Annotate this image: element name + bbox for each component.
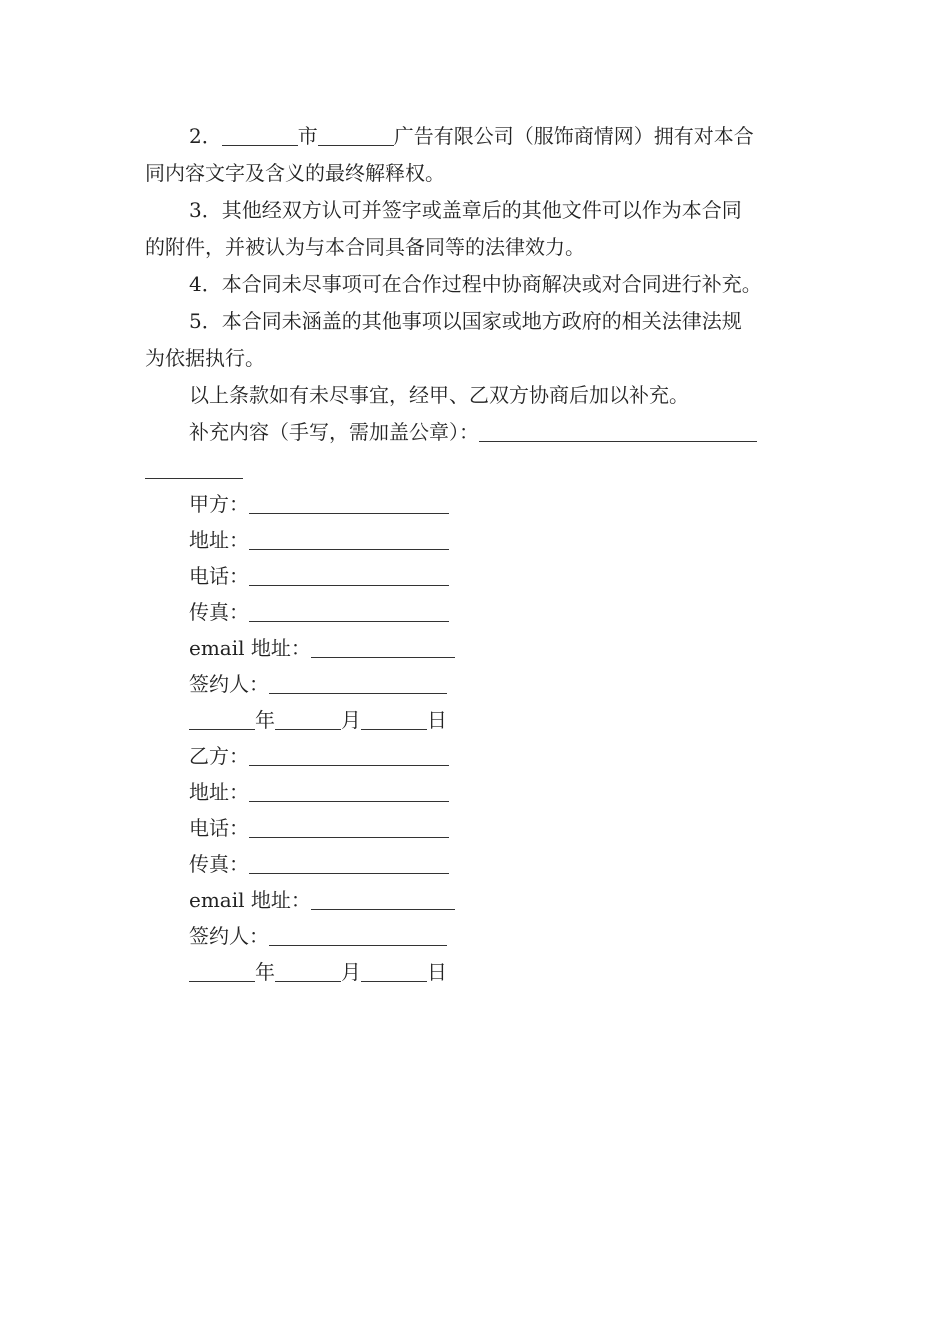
party-b-phone-row — [145, 810, 817, 846]
party-b-signer-label: 签约人： — [189, 924, 269, 948]
party-a-month-label: 月 — [341, 708, 361, 732]
party-a-day-field[interactable] — [361, 707, 427, 730]
supplement-blank-2[interactable] — [145, 456, 243, 479]
party-a-year-label: 年 — [255, 708, 275, 732]
party-b-address-field[interactable] — [249, 779, 449, 802]
party-b-name-field[interactable] — [249, 743, 449, 766]
clause-4: 4．本合同未尽事项可在合作过程中协商解决或对合同进行补充。 — [189, 272, 762, 296]
party-a-signer-field[interactable] — [269, 671, 447, 694]
party-a-phone-label: 电话： — [189, 564, 249, 588]
contract-body — [145, 118, 817, 990]
city-label: 市 — [297, 124, 318, 148]
party-a-signer-row — [145, 666, 817, 702]
party-b-signer-field[interactable] — [269, 923, 447, 946]
party-b-phone-field[interactable] — [249, 815, 449, 838]
party-b-month-label: 月 — [341, 960, 361, 984]
party-a-fax-field[interactable] — [249, 599, 449, 622]
supplement-line-2 — [145, 451, 817, 485]
party-b-year-label: 年 — [255, 960, 275, 984]
party-a-address-row — [145, 522, 817, 558]
party-b-day-label: 日 — [427, 960, 447, 984]
clause-2-line-1 — [145, 118, 817, 155]
clause-2-number: 2． — [189, 124, 222, 148]
party-a-email-row — [145, 630, 817, 666]
party-b-fax-row — [145, 846, 817, 882]
party-b-address-label: 地址： — [189, 780, 249, 804]
party-b-email-field[interactable] — [311, 887, 455, 910]
party-b-month-field[interactable] — [275, 959, 341, 982]
supplement-line — [145, 414, 817, 451]
party-b-name-row — [145, 738, 817, 774]
clause-3-line-2: 的附件，并被认为与本合同具备同等的法律效力。 — [145, 235, 585, 259]
party-a-fax-label: 传真： — [189, 600, 249, 624]
party-b-year-field[interactable] — [189, 959, 255, 982]
city-blank[interactable] — [222, 123, 298, 146]
clause-2-line-2: 同内容文字及含义的最终解释权。 — [145, 161, 445, 185]
supplement-blank-1[interactable] — [479, 419, 757, 442]
party-b-fax-field[interactable] — [249, 851, 449, 874]
party-b-phone-label: 电话： — [189, 816, 249, 840]
party-b-block — [145, 738, 817, 990]
party-a-signer-label: 签约人： — [189, 672, 269, 696]
party-b-day-field[interactable] — [361, 959, 427, 982]
clause-3-line-1: 3．其他经双方认可并签字或盖章后的其他文件可以作为本合同 — [189, 198, 742, 222]
party-a-day-label: 日 — [427, 708, 447, 732]
party-a-address-field[interactable] — [249, 527, 449, 550]
clause-2-text: 广告有限公司（服饰商情网）拥有对本合 — [393, 124, 754, 148]
party-b-email-label: email 地址： — [189, 888, 311, 912]
party-a-name-label: 甲方： — [189, 492, 249, 516]
party-b-email-row — [145, 882, 817, 918]
party-b-fax-label: 传真： — [189, 852, 249, 876]
party-a-block — [145, 486, 817, 738]
party-a-email-field[interactable] — [311, 635, 455, 658]
party-a-name-field[interactable] — [249, 491, 449, 514]
company-name-blank[interactable] — [318, 123, 394, 146]
party-a-date-row — [145, 702, 817, 738]
clause-5-line-2: 为依据执行。 — [145, 346, 265, 370]
party-a-year-field[interactable] — [189, 707, 255, 730]
supplement-note: 以上条款如有未尽事宜，经甲、乙双方协商后加以补充。 — [189, 383, 689, 407]
party-a-phone-field[interactable] — [249, 563, 449, 586]
supplement-label: 补充内容（手写，需加盖公章）： — [189, 420, 479, 444]
party-b-signer-row — [145, 918, 817, 954]
party-b-address-row — [145, 774, 817, 810]
party-a-address-label: 地址： — [189, 528, 249, 552]
party-b-date-row — [145, 954, 817, 990]
party-b-name-label: 乙方： — [189, 744, 249, 768]
clause-5-line-1: 5．本合同未涵盖的其他事项以国家或地方政府的相关法律法规 — [189, 309, 742, 333]
party-a-phone-row — [145, 558, 817, 594]
party-a-email-label: email 地址： — [189, 636, 311, 660]
party-a-fax-row — [145, 594, 817, 630]
party-a-month-field[interactable] — [275, 707, 341, 730]
party-a-name-row — [145, 486, 817, 522]
